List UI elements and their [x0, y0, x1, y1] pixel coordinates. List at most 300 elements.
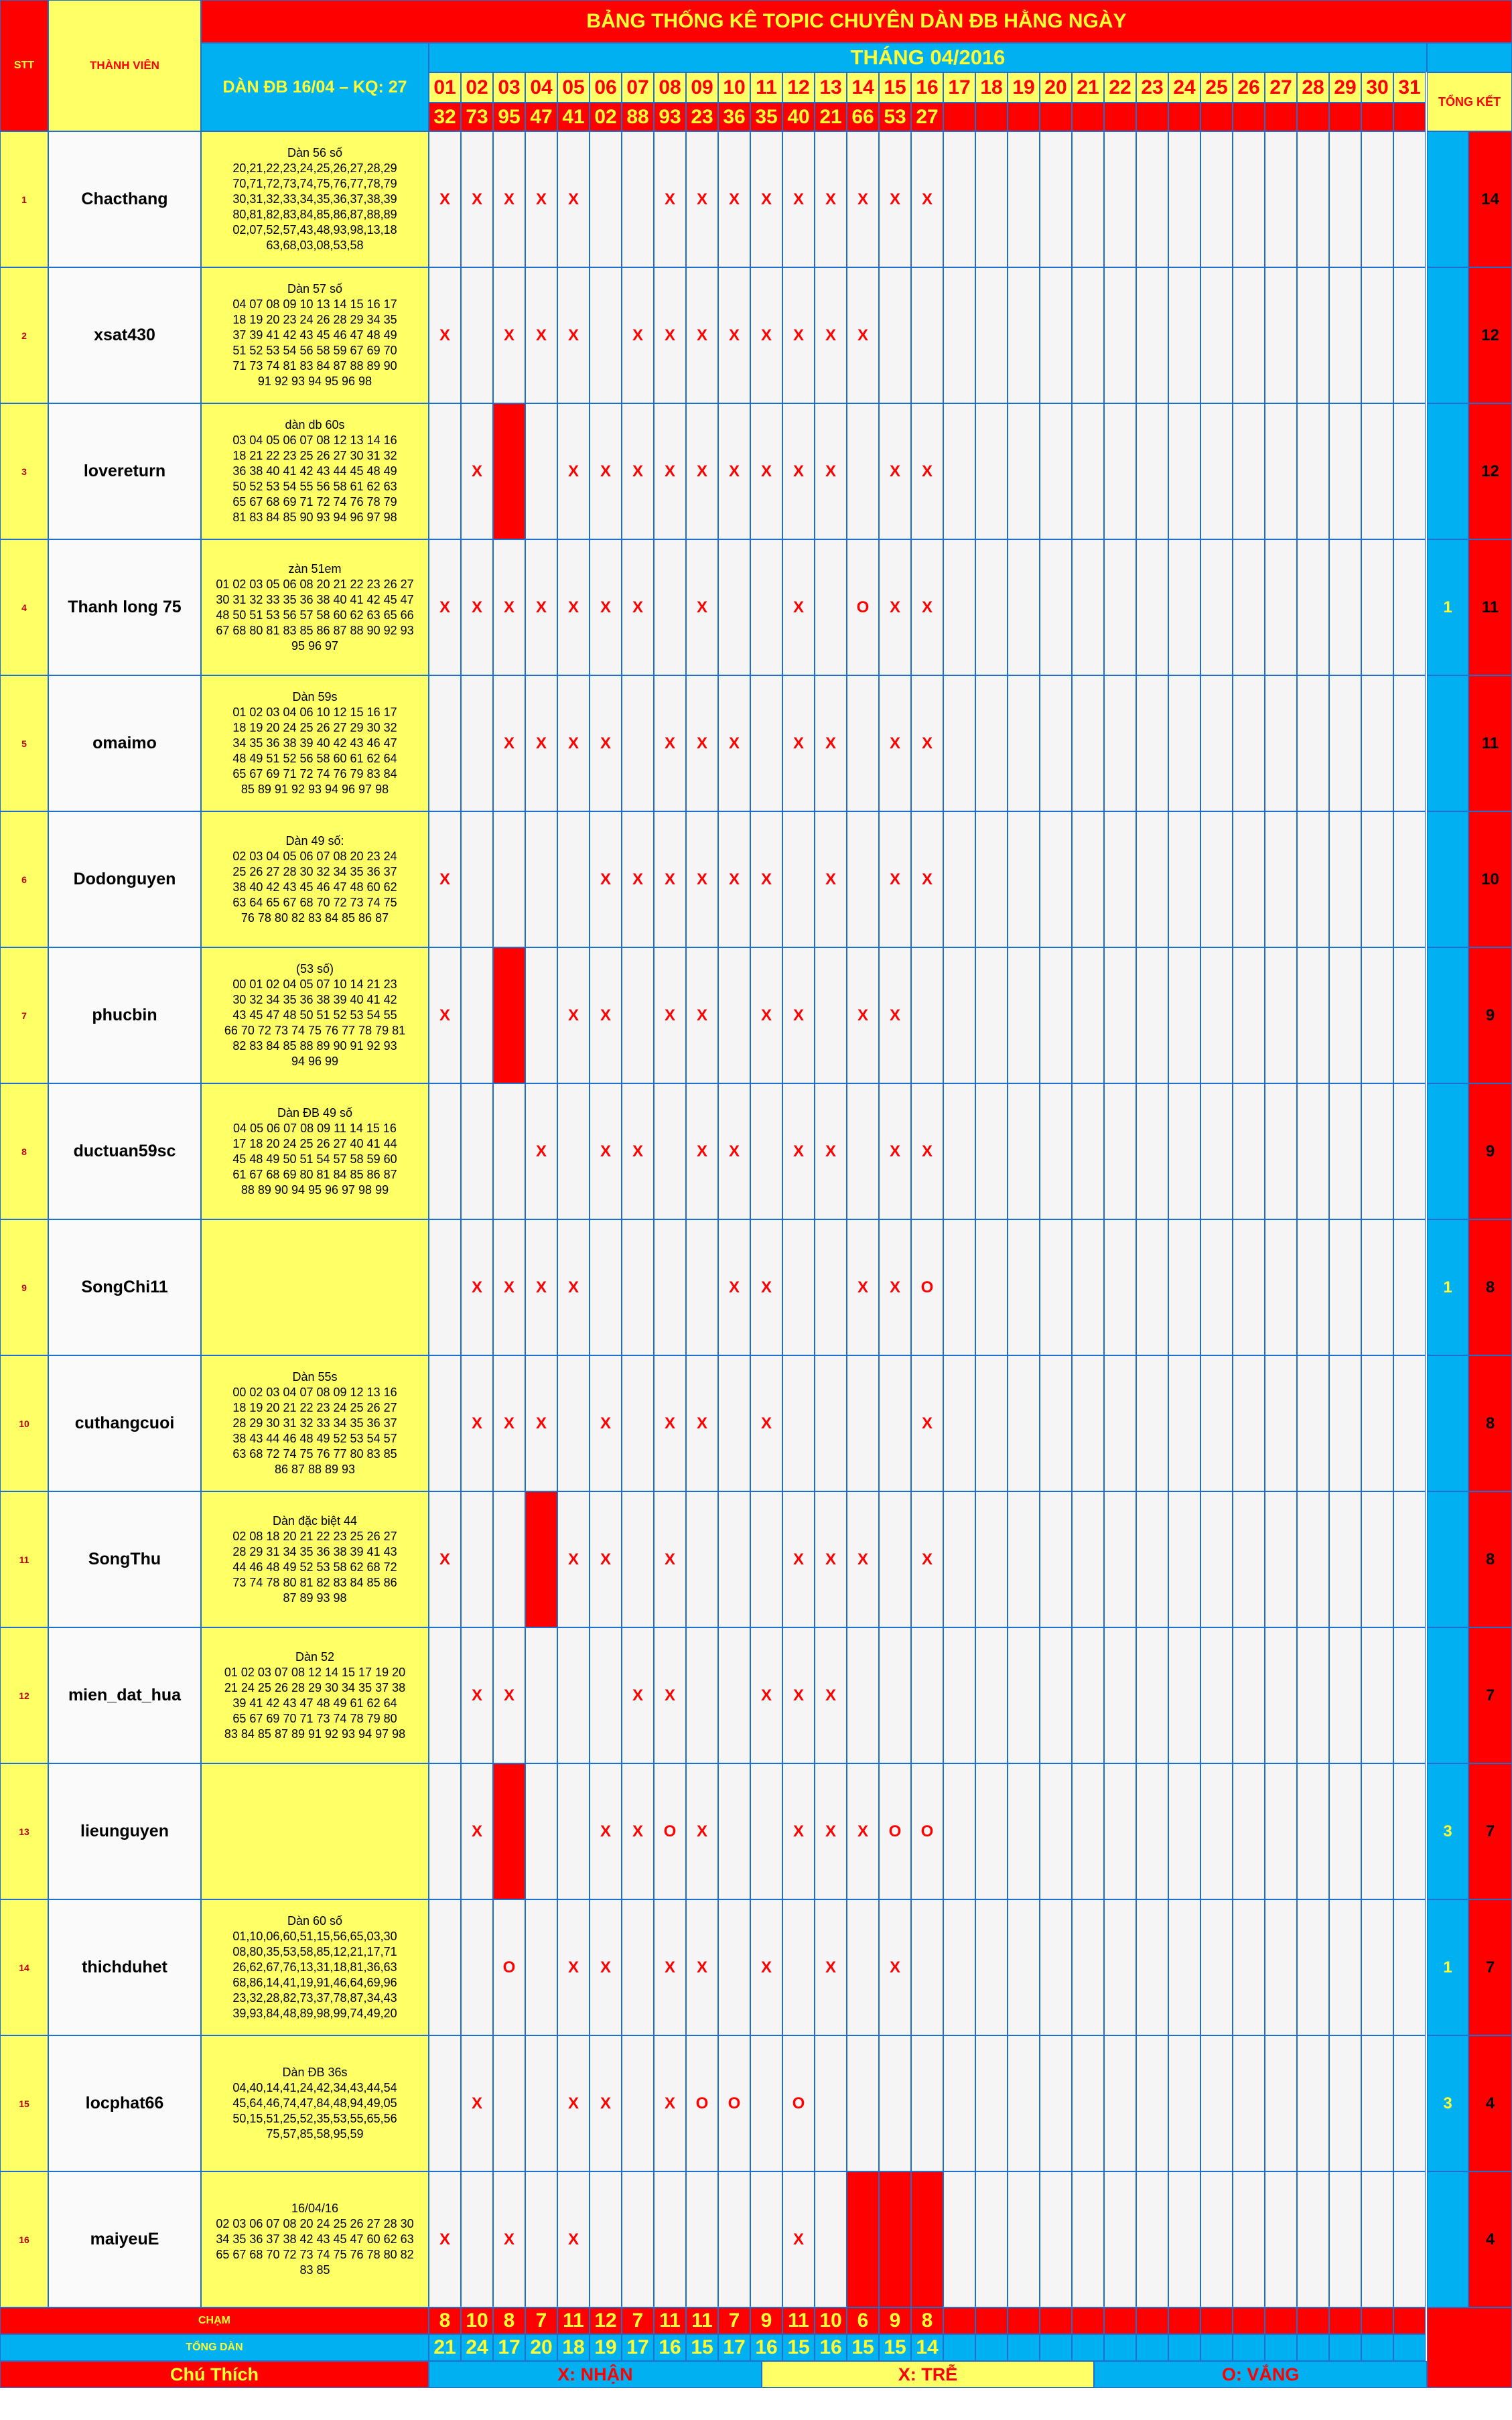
row-stt: 4	[0, 539, 48, 675]
mark-cell	[847, 2171, 879, 2307]
mark-cell: X	[879, 1083, 911, 1219]
mark-cell: X	[429, 2171, 461, 2307]
cham-value: 7	[525, 2307, 557, 2334]
mark-cell	[1233, 947, 1265, 1083]
day-number: 03	[493, 72, 525, 103]
dan-numbers	[201, 1899, 429, 2035]
mark-cell	[911, 267, 943, 403]
mark-cell	[815, 1355, 847, 1491]
day-result: 41	[557, 103, 590, 131]
mark-cell	[1265, 1219, 1297, 1355]
mark-cell	[1104, 267, 1136, 403]
cham-value: 11	[782, 2307, 815, 2334]
row-stt: 8	[0, 1083, 48, 1219]
member-name[interactable]: SongChi11	[48, 1219, 201, 1355]
mark-cell: X	[654, 131, 686, 267]
dan-line: 04 07 08 09 10 13 14 15 16 17	[232, 297, 397, 311]
mark-cell	[1200, 1491, 1233, 1627]
mark-cell: X	[750, 1355, 782, 1491]
row-total: 8	[1468, 1355, 1512, 1491]
mark-cell: X	[525, 267, 557, 403]
mark-cell	[1200, 675, 1233, 811]
mark-cell	[1168, 1083, 1200, 1219]
day-number: 01	[429, 72, 461, 103]
mark-cell	[461, 947, 493, 1083]
row-stt: 1	[0, 131, 48, 267]
member-name[interactable]: thichduhet	[48, 1899, 201, 2035]
mark-cell	[1008, 1763, 1040, 1899]
mark-cell: O	[493, 1899, 525, 2035]
cham-label: CHẠM	[0, 2307, 429, 2334]
dan-line: 04,40,14,41,24,42,34,43,44,54	[232, 2081, 397, 2094]
mark-cell	[1136, 947, 1168, 1083]
tongdan-value: 24	[461, 2334, 493, 2361]
mark-cell	[622, 947, 654, 1083]
mark-cell: X	[557, 131, 590, 267]
mark-cell	[1233, 1491, 1265, 1627]
mark-cell	[1361, 267, 1393, 403]
day-number: 07	[622, 72, 654, 103]
mark-cell	[847, 2035, 879, 2171]
dan-line: Dàn ĐB 36s	[282, 2066, 348, 2079]
mark-cell	[1040, 2171, 1072, 2307]
dan-line: 03 04 05 06 07 08 12 13 14 16	[232, 433, 397, 447]
member-name[interactable]: Thanh long 75	[48, 539, 201, 675]
mark-cell	[622, 1219, 654, 1355]
mark-cell	[1393, 947, 1426, 1083]
mark-cell: X	[750, 947, 782, 1083]
late-count: 1	[1427, 1219, 1468, 1355]
mark-cell	[750, 1763, 782, 1899]
cham-value	[1233, 2307, 1265, 2334]
mark-cell	[557, 1763, 590, 1899]
tongdan-value	[1233, 2334, 1265, 2361]
mark-cell	[1072, 1083, 1104, 1219]
row-total: 8	[1468, 1491, 1512, 1627]
late-count: 1	[1427, 1899, 1468, 2035]
dan-line: 18 19 20 24 25 26 27 29 30 32	[232, 721, 397, 734]
tongdan-value: 15	[879, 2334, 911, 2361]
mark-cell	[943, 811, 975, 947]
day-result: 53	[879, 103, 911, 131]
mark-cell	[1136, 267, 1168, 403]
mark-cell: X	[911, 403, 943, 539]
mark-cell: X	[782, 539, 815, 675]
mark-cell	[1265, 1355, 1297, 1491]
dan-numbers	[201, 1627, 429, 1763]
tongdan-value	[1104, 2334, 1136, 2361]
member-name[interactable]: cuthangcuoi	[48, 1355, 201, 1491]
day-result	[1136, 103, 1168, 131]
mark-cell	[975, 811, 1008, 947]
mark-cell: X	[750, 1627, 782, 1763]
mark-cell	[1104, 1219, 1136, 1355]
cham-value: 8	[911, 2307, 943, 2334]
mark-cell: X	[718, 1219, 750, 1355]
dan-line: 63,68,03,08,53,58	[266, 239, 364, 252]
mark-cell	[1297, 403, 1329, 539]
mark-cell	[1168, 131, 1200, 267]
mark-cell	[1136, 1219, 1168, 1355]
dan-line: 01 02 03 07 08 12 14 15 17 19 20	[224, 1665, 406, 1679]
member-name[interactable]: Dodonguyen	[48, 811, 201, 947]
dan-line: Dàn 56 số	[287, 146, 343, 159]
dan-line: Dàn 52	[295, 1650, 335, 1664]
mark-cell: X	[847, 131, 879, 267]
member-name[interactable]: Chacthang	[48, 131, 201, 267]
mark-cell: X	[557, 2171, 590, 2307]
mark-cell	[1393, 1355, 1426, 1491]
late-count	[1427, 267, 1468, 403]
tongdan-value: 17	[622, 2334, 654, 2361]
day-result: 02	[590, 103, 622, 131]
dan-line: (53 số)	[295, 962, 334, 976]
mark-cell	[975, 2035, 1008, 2171]
mark-cell: X	[815, 131, 847, 267]
member-name[interactable]: phucbin	[48, 947, 201, 1083]
mark-cell: X	[782, 267, 815, 403]
cham-value: 7	[718, 2307, 750, 2334]
dan-line: 28 29 30 31 32 33 34 35 36 37	[232, 1416, 397, 1430]
dan-line: 86 87 88 89 93	[274, 1463, 356, 1476]
footer-total-fill	[1427, 2307, 1512, 2388]
day-number: 02	[461, 72, 493, 103]
mark-cell: X	[847, 1491, 879, 1627]
cham-value: 12	[590, 2307, 622, 2334]
tongdan-value	[1072, 2334, 1104, 2361]
dan-line: 36 38 40 41 42 43 44 45 48 49	[232, 464, 397, 478]
dan-line: 88 89 90 94 95 96 97 98 99	[240, 1183, 389, 1197]
mark-cell	[1136, 1899, 1168, 2035]
tongdan-value: 16	[815, 2334, 847, 2361]
day-result: 73	[461, 103, 493, 131]
row-total: 9	[1468, 1083, 1512, 1219]
mark-cell	[1361, 2035, 1393, 2171]
mark-cell	[1200, 2035, 1233, 2171]
mark-cell	[493, 811, 525, 947]
mark-cell: X	[525, 131, 557, 267]
mark-cell	[1104, 131, 1136, 267]
row-stt: 12	[0, 1627, 48, 1763]
mark-cell: X	[557, 267, 590, 403]
cham-value	[943, 2307, 975, 2334]
mark-cell	[943, 2171, 975, 2307]
mark-cell: X	[815, 811, 847, 947]
member-name[interactable]: omaimo	[48, 675, 201, 811]
mark-cell: X	[911, 811, 943, 947]
legend-late: X: TRỄ	[762, 2361, 1095, 2388]
mark-cell	[943, 267, 975, 403]
mark-cell	[782, 1899, 815, 2035]
mark-cell	[1104, 2171, 1136, 2307]
tongdan-value	[1265, 2334, 1297, 2361]
mark-cell	[493, 1763, 525, 1899]
mark-cell	[1233, 1083, 1265, 1219]
dan-line: 51 52 53 54 56 58 59 67 69 70	[232, 344, 397, 357]
mark-cell	[686, 1627, 718, 1763]
day-result	[1329, 103, 1361, 131]
dan-line: 23,32,28,82,73,37,78,87,34,43	[232, 1991, 397, 2005]
mark-cell	[1297, 947, 1329, 1083]
mark-cell	[1361, 539, 1393, 675]
row-stt: 16	[0, 2171, 48, 2307]
mark-cell: X	[622, 1083, 654, 1219]
mark-cell: X	[686, 1763, 718, 1899]
mark-cell	[1265, 1491, 1297, 1627]
mark-cell	[815, 1219, 847, 1355]
mark-cell	[975, 1899, 1008, 2035]
dan-numbers	[201, 1355, 429, 1491]
member-name[interactable]: xsat430	[48, 267, 201, 403]
mark-cell: X	[750, 131, 782, 267]
mark-cell: X	[686, 811, 718, 947]
mark-cell: X	[782, 1083, 815, 1219]
cham-value	[1168, 2307, 1200, 2334]
mark-cell: X	[654, 675, 686, 811]
mark-cell	[461, 2171, 493, 2307]
mark-cell: X	[622, 539, 654, 675]
cham-value: 11	[654, 2307, 686, 2334]
day-result: 35	[750, 103, 782, 131]
member-name[interactable]: ductuan59sc	[48, 1083, 201, 1219]
cham-value	[1136, 2307, 1168, 2334]
row-stt: 15	[0, 2035, 48, 2171]
mark-cell	[847, 675, 879, 811]
mark-cell	[718, 539, 750, 675]
tongdan-value: 19	[590, 2334, 622, 2361]
dan-header: DÀN ĐB 16/04 – KQ: 27	[201, 43, 429, 131]
mark-cell	[622, 675, 654, 811]
mark-cell	[1233, 267, 1265, 403]
mark-cell	[1329, 947, 1361, 1083]
mark-cell	[429, 675, 461, 811]
member-name[interactable]: lovereturn	[48, 403, 201, 539]
mark-cell	[525, 2035, 557, 2171]
mark-cell	[1040, 403, 1072, 539]
mark-cell: X	[493, 1219, 525, 1355]
mark-cell	[1200, 1627, 1233, 1763]
dan-line: 65 67 69 70 71 73 74 78 79 80	[232, 1711, 397, 1725]
day-result	[1200, 103, 1233, 131]
dan-numbers	[201, 1219, 429, 1355]
mark-cell	[1361, 131, 1393, 267]
mark-cell: X	[557, 403, 590, 539]
mark-cell	[1265, 2035, 1297, 2171]
dan-numbers	[201, 267, 429, 403]
mark-cell	[590, 131, 622, 267]
mark-cell: X	[429, 947, 461, 1083]
mark-cell: O	[879, 1763, 911, 1899]
mark-cell	[1072, 947, 1104, 1083]
mark-cell	[1072, 131, 1104, 267]
dan-line: 50,15,51,25,52,35,53,55,65,56	[232, 2112, 397, 2125]
mark-cell	[1200, 131, 1233, 267]
legend-absent: O: VẮNG	[1094, 2361, 1427, 2388]
member-name[interactable]: locphat66	[48, 2035, 201, 2171]
mark-cell	[557, 1355, 590, 1491]
row-total: 11	[1468, 539, 1512, 675]
day-number: 11	[750, 72, 782, 103]
day-number: 10	[718, 72, 750, 103]
cham-value: 9	[879, 2307, 911, 2334]
dan-line: 48 49 51 52 56 58 60 61 62 64	[232, 752, 397, 765]
mark-cell	[815, 539, 847, 675]
member-name[interactable]: lieunguyen	[48, 1763, 201, 1899]
mark-cell	[654, 1083, 686, 1219]
mark-cell	[1361, 947, 1393, 1083]
mark-cell	[1329, 1491, 1361, 1627]
tongdan-value: 16	[750, 2334, 782, 2361]
row-stt: 11	[0, 1491, 48, 1627]
mark-cell	[1136, 1491, 1168, 1627]
mark-cell	[943, 675, 975, 811]
mark-cell: X	[750, 811, 782, 947]
mark-cell	[750, 1491, 782, 1627]
day-number: 08	[654, 72, 686, 103]
row-stt: 9	[0, 1219, 48, 1355]
mark-cell	[590, 1219, 622, 1355]
cham-value	[1104, 2307, 1136, 2334]
mark-cell: X	[879, 1899, 911, 2035]
mark-cell	[1361, 811, 1393, 947]
day-result	[943, 103, 975, 131]
mark-cell	[1361, 2171, 1393, 2307]
day-number: 24	[1168, 72, 1200, 103]
mark-cell: X	[911, 539, 943, 675]
day-result	[1233, 103, 1265, 131]
dan-line: 04 05 06 07 08 09 11 14 15 16	[233, 1121, 397, 1135]
mark-cell: X	[590, 403, 622, 539]
mark-cell	[1168, 675, 1200, 811]
mark-cell	[525, 1763, 557, 1899]
mark-cell	[975, 2171, 1008, 2307]
mark-cell	[1393, 131, 1426, 267]
tongdan-value: 17	[493, 2334, 525, 2361]
mark-cell: X	[590, 1355, 622, 1491]
mark-cell: X	[879, 403, 911, 539]
mark-cell	[1072, 811, 1104, 947]
dan-line: Dàn đặc biệt 44	[272, 1514, 358, 1528]
mark-cell	[654, 1219, 686, 1355]
day-number: 30	[1361, 72, 1393, 103]
member-name[interactable]: mien_dat_hua	[48, 1627, 201, 1763]
mark-cell	[911, 1899, 943, 2035]
mark-cell: X	[461, 539, 493, 675]
mark-cell: X	[654, 1627, 686, 1763]
mark-cell	[493, 1491, 525, 1627]
mark-cell	[975, 675, 1008, 811]
mark-cell: X	[815, 267, 847, 403]
day-result: 47	[525, 103, 557, 131]
mark-cell: X	[654, 811, 686, 947]
dan-line: 70,71,72,73,74,75,76,77,78,79	[232, 177, 397, 190]
tongdan-value: 15	[782, 2334, 815, 2361]
cham-value: 10	[815, 2307, 847, 2334]
mark-cell	[943, 1899, 975, 2035]
mark-cell: X	[557, 675, 590, 811]
mark-cell	[1200, 1355, 1233, 1491]
mark-cell	[429, 1355, 461, 1491]
mark-cell	[1008, 539, 1040, 675]
mark-cell	[1136, 1763, 1168, 1899]
mark-cell	[1297, 1083, 1329, 1219]
day-number: 12	[782, 72, 815, 103]
mark-cell	[1104, 1899, 1136, 2035]
mark-cell	[1040, 1219, 1072, 1355]
mark-cell	[1265, 675, 1297, 811]
cham-value: 11	[686, 2307, 718, 2334]
mark-cell	[1329, 403, 1361, 539]
day-number: 13	[815, 72, 847, 103]
mark-cell	[1265, 2171, 1297, 2307]
mark-cell	[1040, 2035, 1072, 2171]
mark-cell	[1393, 267, 1426, 403]
mark-cell: X	[461, 1355, 493, 1491]
day-result	[1008, 103, 1040, 131]
mark-cell: X	[847, 267, 879, 403]
mark-cell	[1168, 1763, 1200, 1899]
mark-cell	[1393, 2171, 1426, 2307]
dan-line: 30 31 32 33 35 36 38 40 41 42 45 47	[216, 592, 414, 606]
mark-cell	[1008, 1355, 1040, 1491]
row-stt: 2	[0, 267, 48, 403]
mark-cell	[1136, 1355, 1168, 1491]
mark-cell	[815, 2171, 847, 2307]
mark-cell	[943, 1627, 975, 1763]
mark-cell: X	[686, 675, 718, 811]
mark-cell	[1168, 1355, 1200, 1491]
dan-line: 44 46 48 49 52 53 58 62 68 72	[232, 1560, 397, 1574]
day-result: 93	[654, 103, 686, 131]
mark-cell	[1329, 1763, 1361, 1899]
mark-cell	[1297, 1491, 1329, 1627]
mark-cell	[1329, 267, 1361, 403]
day-result: 23	[686, 103, 718, 131]
dan-line: 83 84 85 87 89 91 92 93 94 97 98	[224, 1727, 406, 1741]
mark-cell: X	[911, 131, 943, 267]
mark-cell	[1265, 1763, 1297, 1899]
mark-cell	[1008, 2171, 1040, 2307]
dan-line: Dàn 60 số	[287, 1914, 343, 1928]
mark-cell	[1265, 131, 1297, 267]
cham-value	[1040, 2307, 1072, 2334]
dan-line: 02 08 18 20 21 22 23 25 26 27	[232, 1529, 397, 1543]
mark-cell	[847, 811, 879, 947]
mark-cell	[1136, 131, 1168, 267]
mark-cell	[879, 2035, 911, 2171]
day-result	[1168, 103, 1200, 131]
mark-cell	[461, 1491, 493, 1627]
mark-cell	[1297, 1355, 1329, 1491]
mark-cell	[975, 1355, 1008, 1491]
member-name[interactable]: SongThu	[48, 1491, 201, 1627]
tongdan-value: 21	[429, 2334, 461, 2361]
mark-cell: X	[847, 1763, 879, 1899]
day-result	[1072, 103, 1104, 131]
row-total: 9	[1468, 947, 1512, 1083]
day-number: 27	[1265, 72, 1297, 103]
mark-cell: X	[782, 403, 815, 539]
row-total: 10	[1468, 811, 1512, 947]
mark-cell	[429, 1627, 461, 1763]
dan-line: 61 67 68 69 80 81 84 85 86 87	[232, 1167, 397, 1181]
mark-cell	[943, 539, 975, 675]
mark-cell	[1040, 675, 1072, 811]
mark-cell	[815, 947, 847, 1083]
mark-cell	[1072, 539, 1104, 675]
tongdan-value: 17	[718, 2334, 750, 2361]
member-name[interactable]: maiyeuE	[48, 2171, 201, 2307]
